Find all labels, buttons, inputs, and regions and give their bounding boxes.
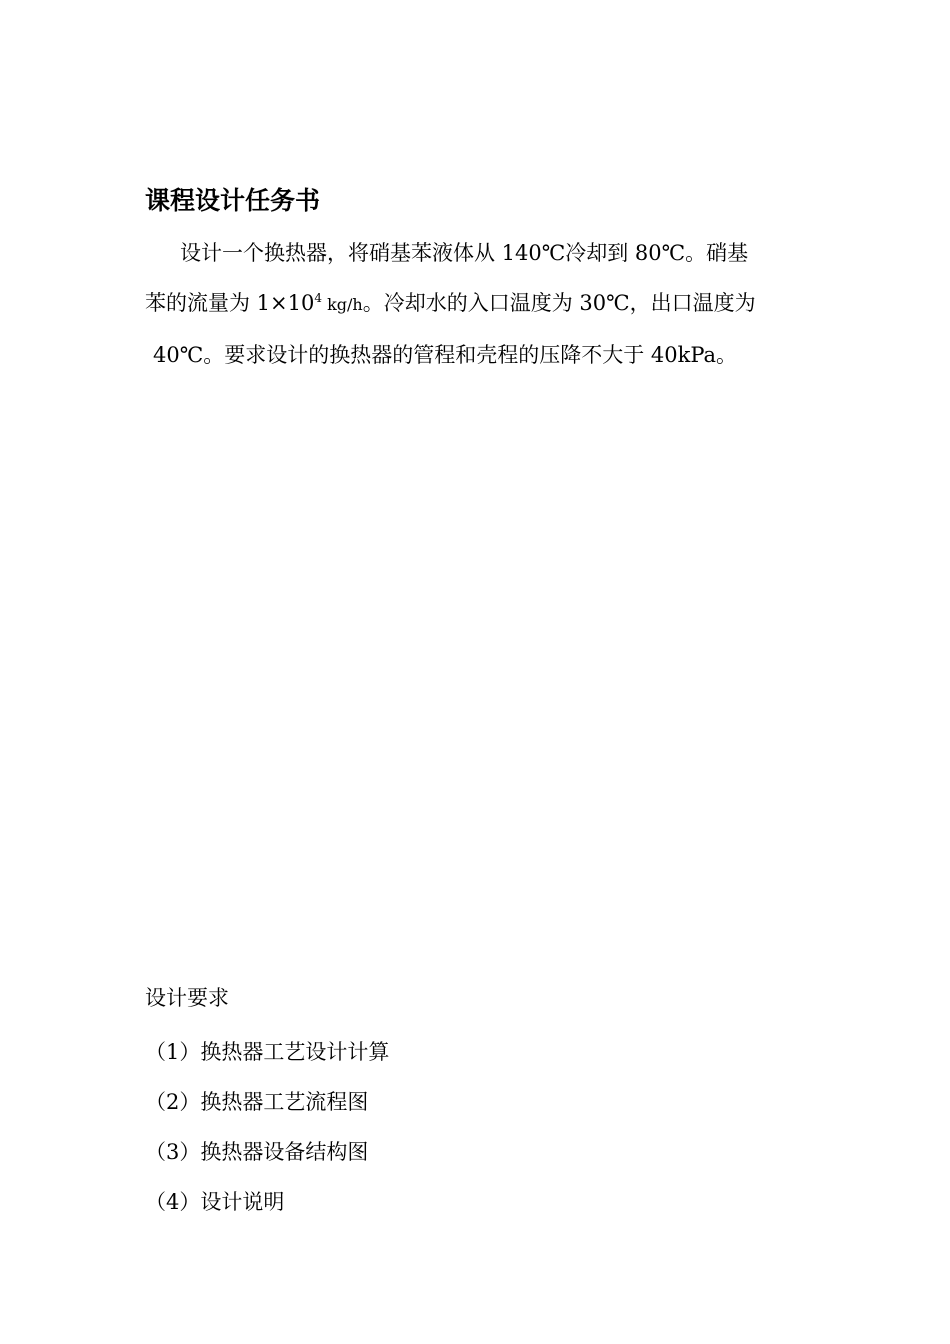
task-line-2-end: 。冷却水的入口温度为 30℃，出口温度为 — [362, 291, 756, 315]
requirements-list — [145, 1027, 389, 1227]
task-line-3: 40℃。要求设计的换热器的管程和壳程的压降不大于 40kPa。 — [153, 343, 738, 367]
task-line-2-start: 苯的流量为 1×10 — [145, 291, 315, 315]
requirement-item-4: （4）设计说明 — [145, 1190, 285, 1214]
flow-unit: kg/h — [322, 295, 363, 314]
requirement-item-2: （2）换热器工艺流程图 — [145, 1090, 369, 1114]
task-line-1: 设计一个换热器，将硝基苯液体从 140℃冷却到 80℃。硝基 — [180, 241, 749, 265]
task-line-2 — [145, 278, 810, 330]
task-description — [145, 228, 810, 380]
requirement-item-3: （3）换热器设备结构图 — [145, 1140, 369, 1164]
requirements-heading: 设计要求 — [145, 986, 229, 1010]
requirement-item-1: （1）换热器工艺设计计算 — [145, 1040, 390, 1064]
document-title: 课程设计任务书 — [145, 186, 321, 215]
flow-exponent: 4 — [314, 291, 322, 305]
